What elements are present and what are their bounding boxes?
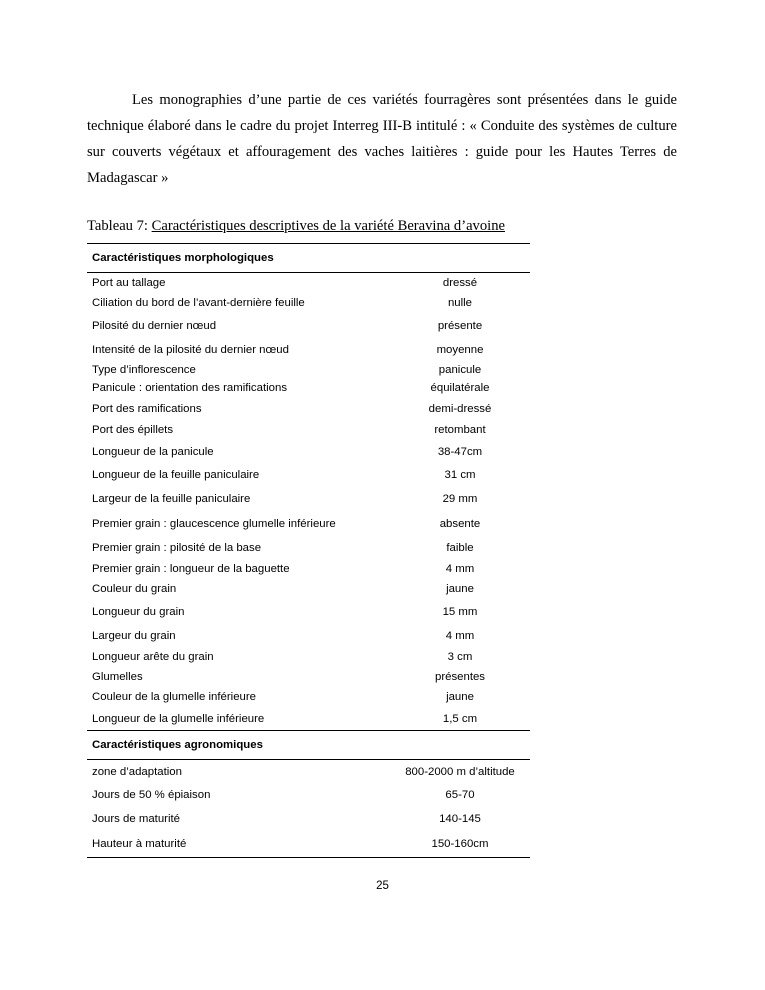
row-label: Panicule : orientation des ramifications: [92, 382, 288, 394]
page-number: 25: [376, 880, 389, 892]
table-row: [87, 379, 530, 397]
row-label: zone d’adaptation: [92, 765, 182, 778]
row-label: Longueur de la feuille paniculaire: [92, 468, 260, 481]
table-row: [87, 687, 530, 707]
table-row: [87, 760, 530, 784]
table-row: [87, 647, 530, 667]
row-label: Longueur du grain: [92, 605, 185, 618]
table-row: [87, 313, 530, 338]
row-label: Jours de maturité: [92, 812, 180, 825]
row-label: Port au tallage: [92, 277, 166, 289]
row-value: panicule: [438, 364, 482, 376]
row-value: jaune: [446, 691, 474, 703]
row-value: 4 mm: [445, 629, 475, 642]
row-label: Intensité de la pilosité du dernier nœud: [92, 343, 289, 356]
table-row: [87, 440, 530, 463]
row-value: retombant: [434, 424, 486, 436]
row-value: 38-47cm: [437, 445, 483, 458]
row-value: faible: [446, 541, 474, 554]
row-label: Hauteur à maturité: [87, 831, 390, 858]
table-caption-prefix: Tableau 7:: [87, 218, 152, 234]
row-label: Longueur de la glumelle inférieure: [92, 712, 265, 725]
row-label: Premier grain : longueur de la baguette: [92, 563, 290, 575]
table-row: [87, 579, 530, 599]
table-row: [87, 667, 530, 687]
agronomic-section-header: Caractéristiques agronomiques: [87, 731, 530, 760]
table-row: [87, 783, 530, 806]
morphological-section-header: Caractéristiques morphologiques: [87, 244, 530, 273]
row-value: nulle: [447, 297, 473, 309]
section-header-row: [87, 244, 530, 273]
row-value: 140-145: [439, 812, 481, 825]
table-row: [87, 511, 530, 536]
table-row: [87, 806, 530, 831]
row-value: 29 mm: [442, 492, 478, 505]
row-value: jaune: [446, 583, 474, 595]
row-label: Port des ramifications: [92, 402, 202, 415]
row-label: Type d’inflorescence: [92, 364, 196, 376]
row-label: Port des épillets: [92, 424, 174, 436]
row-value: 800-2000 m d’altitude: [405, 765, 515, 778]
row-value: absente: [439, 517, 481, 530]
row-label: Jours de 50 % épiaison: [92, 788, 211, 801]
intro-paragraph: Les monographies d’une partie de ces variétés fourragères sont présentées dans le guide technique élaboré dans le cadre du projet Interreg III-B intitulé : « Conduite des systèmes de culture sur couverts végétaux et affouragement des vaches laitières : guide pour les Hautes Terres de Madagascar »: [87, 92, 677, 186]
table-row: [87, 599, 530, 624]
table-row: [87, 397, 530, 420]
row-label: Pilosité du dernier nœud: [92, 319, 217, 332]
table-row: [87, 624, 530, 647]
row-value: 3 cm: [447, 651, 473, 663]
table-row: [87, 536, 530, 559]
row-value: 65-70: [445, 788, 475, 801]
row-label: Couleur du grain: [92, 583, 177, 595]
table-caption: [87, 216, 505, 236]
table-row: [87, 463, 530, 486]
row-value: 4 mm: [445, 563, 475, 575]
table-row: [87, 273, 530, 294]
row-label: Premier grain : glaucescence glumelle inférieure: [92, 517, 336, 530]
row-label: Ciliation du bord de l’avant-dernière feuille: [92, 297, 305, 309]
row-value: 15 mm: [442, 605, 478, 618]
table-row: [87, 559, 530, 579]
table-row: [87, 420, 530, 440]
section-header-row: [87, 731, 530, 760]
row-value: présente: [437, 319, 483, 332]
row-value: 31 cm: [444, 468, 476, 481]
row-label: Longueur de la panicule: [92, 445, 214, 458]
row-value: 1,5 cm: [442, 712, 478, 725]
row-value: demi-dressé: [428, 402, 492, 415]
table-caption-title: Caractéristiques descriptives de la variété Beravina d’avoine: [151, 218, 505, 234]
row-value: moyenne: [436, 343, 484, 356]
row-label: Largeur de la feuille paniculaire: [92, 492, 251, 505]
table-row: [87, 338, 530, 361]
row-value: 150-160cm: [390, 831, 530, 858]
row-label: Largeur du grain: [92, 629, 176, 642]
table-row: [87, 486, 530, 511]
row-label: Glumelles: [92, 671, 143, 683]
table-row: [87, 361, 530, 379]
table-row: [87, 831, 530, 858]
row-label: Premier grain : pilosité de la base: [92, 541, 262, 554]
row-value: équilatérale: [430, 382, 490, 394]
row-label: Longueur arête du grain: [92, 651, 214, 663]
row-value: dressé: [442, 277, 478, 289]
table-row: [87, 293, 530, 313]
variety-characteristics-table: [87, 243, 530, 858]
table-row: [87, 707, 530, 731]
row-label: Couleur de la glumelle inférieure: [92, 691, 256, 703]
row-value: présentes: [434, 671, 486, 683]
